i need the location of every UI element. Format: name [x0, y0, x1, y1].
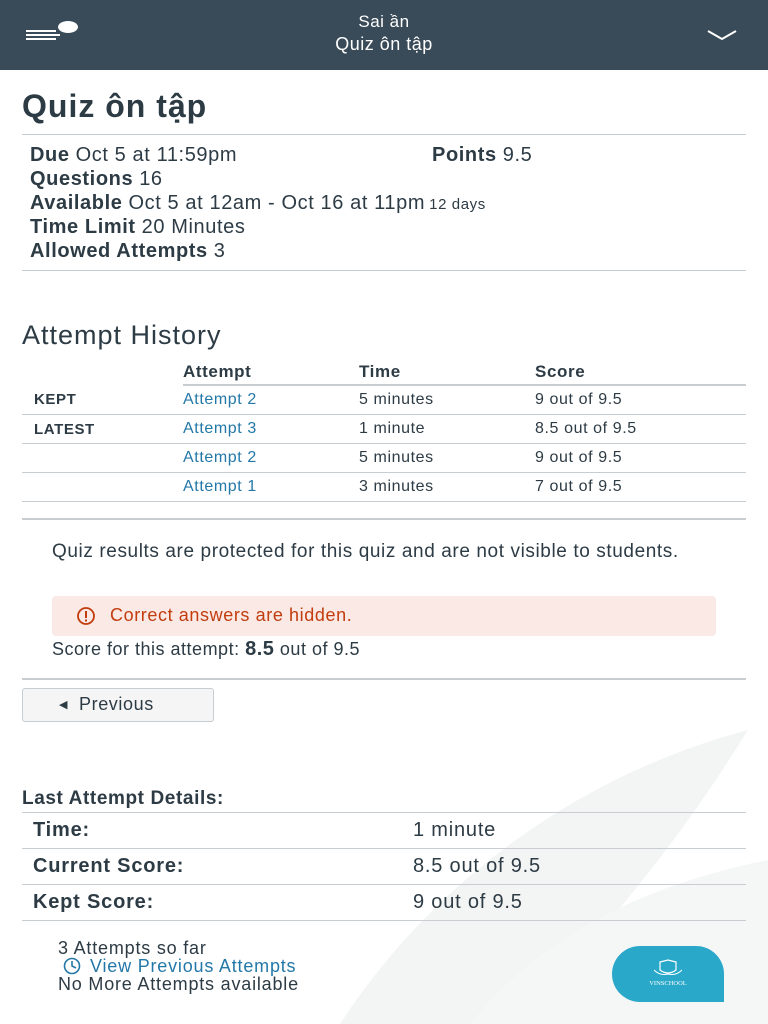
chevron-down-icon[interactable] [702, 24, 742, 46]
attempt-link[interactable]: Attempt 1 [183, 478, 257, 495]
detail-key: Kept Score: [22, 885, 413, 921]
points-label: Points [432, 144, 497, 166]
attempts-so-far: 3 Attempts so far [58, 938, 207, 958]
divider [22, 270, 746, 271]
available-label: Available [30, 192, 123, 214]
table-row [22, 473, 746, 502]
time-limit-row [30, 216, 246, 239]
attempt-history-table [22, 360, 746, 502]
table-header-row [22, 360, 746, 385]
allowed-attempts-row [30, 240, 226, 263]
points-value: 9.5 [502, 144, 533, 166]
warning-icon [72, 606, 100, 626]
page-title: Quiz ôn tập [22, 88, 208, 124]
attempt-time: 5 minutes [359, 385, 535, 415]
header-quiz-title: Quiz ôn tập [335, 34, 433, 54]
results-protected-text: Quiz results are protected for this quiz and are not visible to students. [52, 541, 679, 562]
table-row [22, 849, 746, 885]
row-label: LATEST [22, 415, 183, 444]
top-navigation-bar [0, 0, 768, 70]
correct-answers-hidden-alert [52, 596, 716, 636]
attempt-score: 9 out of 9.5 [535, 444, 746, 473]
detail-key: Current Score: [22, 849, 413, 885]
column-header-score: Score [535, 360, 746, 385]
questions-value: 16 [139, 168, 163, 190]
available-days: 12 days [429, 196, 486, 213]
vinschool-logo [642, 958, 694, 990]
attempt-time: 3 minutes [359, 473, 535, 502]
time-limit-value: 20 Minutes [141, 216, 246, 238]
view-previous-attempts-label: View Previous Attempts [90, 956, 297, 976]
left-triangle-icon: ◀ [59, 699, 69, 711]
attempt-score: 7 out of 9.5 [535, 473, 746, 502]
attempt-link[interactable]: Attempt 2 [183, 449, 257, 466]
attempt-score-line [52, 638, 360, 661]
row-label [22, 444, 183, 473]
attempt-score: 8.5 out of 9.5 [535, 415, 746, 444]
score-prefix: Score for this attempt: [52, 639, 240, 659]
detail-value: 1 minute [413, 813, 746, 849]
detail-value: 8.5 out of 9.5 [413, 849, 746, 885]
alert-text: Correct answers are hidden. [110, 605, 353, 625]
table-row [22, 444, 746, 473]
quiz-results-panel [22, 518, 746, 680]
table-row [22, 813, 746, 849]
attempt-time: 1 minute [359, 415, 535, 444]
table-row [22, 385, 746, 415]
column-header-attempt: Attempt [183, 360, 359, 385]
allowed-attempts-value: 3 [213, 240, 226, 262]
previous-button[interactable] [22, 688, 214, 722]
attempt-history-title: Attempt History [22, 320, 222, 350]
questions-row [30, 168, 163, 191]
attempt-time: 5 minutes [359, 444, 535, 473]
row-label: KEPT [22, 385, 183, 415]
detail-value: 9 out of 9.5 [413, 885, 746, 921]
table-row [22, 885, 746, 921]
score-suffix: out of 9.5 [279, 639, 360, 659]
available-row [30, 192, 486, 215]
time-limit-label: Time Limit [30, 216, 136, 238]
logo-text: VINSCHOOL [649, 980, 687, 987]
attempt-link[interactable]: Attempt 3 [183, 420, 257, 437]
course-name: Sai ần [358, 12, 410, 31]
no-more-attempts: No More Attempts available [58, 974, 299, 994]
column-header-blank [22, 360, 183, 385]
score-value: 8.5 [245, 638, 275, 660]
available-value: Oct 5 at 12am - Oct 16 at 11pm [128, 192, 426, 214]
due-row [30, 144, 237, 167]
attempt-link[interactable]: Attempt 2 [183, 391, 257, 408]
attempt-score: 9 out of 9.5 [535, 385, 746, 415]
last-attempt-details-title: Last Attempt Details: [22, 788, 224, 809]
detail-key: Time: [22, 813, 413, 849]
floating-action-button[interactable] [612, 946, 724, 1002]
questions-label: Questions [30, 168, 134, 190]
due-value: Oct 5 at 11:59pm [75, 144, 238, 166]
clock-icon [58, 957, 90, 975]
last-attempt-details-table [22, 812, 746, 921]
points-row [432, 144, 532, 167]
row-label [22, 473, 183, 502]
due-label: Due [30, 144, 70, 166]
divider [22, 134, 746, 135]
allowed-attempts-label: Allowed Attempts [30, 240, 208, 262]
previous-label: Previous [79, 694, 154, 714]
column-header-time: Time [359, 360, 535, 385]
table-row [22, 415, 746, 444]
